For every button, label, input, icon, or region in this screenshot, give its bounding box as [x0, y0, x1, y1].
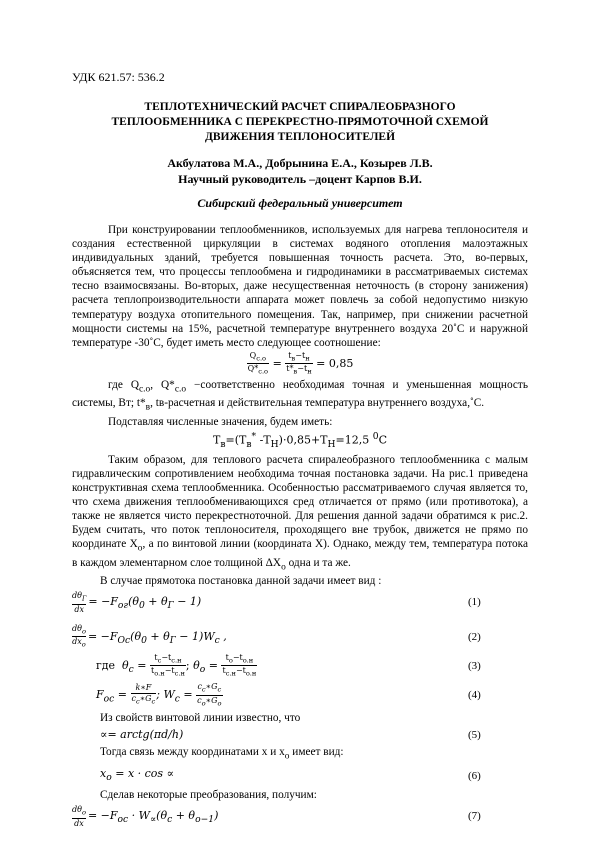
title-line: ТЕПЛОТЕХНИЧЕСКИЙ РАСЧЕТ СПИРАЛЕОБРАЗНОГО — [144, 101, 456, 113]
equation-ratio: $\frac{Q_{c.o}}{Q*_{c.o}}$ = $\frac{t_в-t_н}{t*_в-t_н}$ = 0,85 — [247, 350, 354, 377]
equation-label: (1) — [468, 596, 481, 609]
title-line: ТЕПЛООБМЕННИКА С ПЕРЕКРЕСТНО-ПРЯМОТОЧНОЙ СХЕМОЙ — [111, 116, 489, 128]
equation-label: (5) — [468, 729, 481, 742]
equation-4: $F_{oc}$ = $\frac{k∗F}{c_c∗G_c}$ ; $W_c$ = $\frac{c_c∗G_c}{c_o∗G_o}$ (4) — [72, 682, 528, 708]
paragraph: Сделав некоторые преобразования, получим: — [100, 789, 317, 802]
author-names: Акбулатова М.А., Добрынина Е.А., Козырев Л.В. — [167, 156, 433, 170]
udk-code: УДК 621.57: 536.2 — [72, 70, 165, 84]
equation-5: ∝= arctg(πd/h) (5) — [72, 728, 528, 742]
paragraph: Тогда связь между координатами x и $x_o$ имеет вид: — [100, 746, 344, 762]
title-line: ДВИЖЕНИЯ ТЕПЛОНОСИТЕЛЕЙ — [204, 131, 396, 143]
paper-body — [72, 223, 528, 831]
authors — [72, 155, 528, 187]
paragraph: Из свойств винтовой линии известно, что — [100, 712, 301, 725]
paragraph: Подставляя численные значения, будем иметь: — [108, 415, 333, 428]
university: Сибирский федеральный университет — [197, 196, 403, 210]
equation-label: (6) — [468, 769, 481, 782]
equation-label: (7) — [468, 810, 481, 823]
paragraph: При конструировании теплообменников, используемых для нагрева теплоносителя и создания естественной циркуляции в системах водяного отопления малоэтажных индивидуальных зданий, требуется повышенная точность расчета. Это, во-первых, объясняется тем, что процессы теплообмена и гидродинамики в рассматриваемых системах тесно взаимосвязаны. Во-вторых, даже несущественная неточность (в сторону занижения) расчета теплопроизводительности аппарата может повлечь за собой недопустимо низкую температуру воздуха отопительного помещения. Так, например, при снижении расчетной мощности системы на 15%, расчетной температуре внутреннего воздуха 20˚С и наружной температуре -30˚С, будет иметь место следующее соотношение: — [72, 224, 528, 349]
equation-label: (3) — [468, 659, 481, 672]
paragraph: В случае прямотока постановка данной задачи имеет вид : — [100, 575, 382, 587]
equation-label: (2) — [468, 630, 481, 643]
equation-1: $d\theta_Г$ $dx= -F_{ог}(\theta_0 + \theta_Г - 1)$ (1) — [72, 591, 528, 614]
equation-6: $x_o = x \cdot \cos$ ∝ (6) — [72, 767, 528, 785]
equation-numeric: $Т_в=(Т_в^*$ $-Т_Н)\cdot 0,85+Т_Н=12,5$ $^0$С — [213, 430, 387, 450]
equation-label: (4) — [468, 689, 481, 702]
supervisor: Научный руководитель –доцент Карпов В.И. — [178, 172, 422, 186]
equation-3: где $\theta_c$ = $\frac{t_c-t_{c.н}}{t_{o.н}-t_{c.н}}$ ; $\theta_o$ = $\frac{t_o-t_{o.н}}{t_{c.н}-t_{o.н}}$ (3) — [72, 653, 528, 679]
paragraph: где $Q_{c.o}$, $Q*_{c.o}$ −соответственно необходимая точная и уменьшенная мощность системы, Вт; $t*_в$, tв-расчетная и действительная температура внутреннего воздуха,˚С. — [72, 379, 528, 413]
equation-2: $d\theta_o$ $dx_o= -F_{Oc}(\theta_0 + \theta_Г - 1)W_c$ , (2) — [72, 624, 528, 650]
paper-title — [72, 100, 528, 145]
paragraph: Таким образом, для теплового расчета спиралеобразного теплообменника с малым гидравлическим сопротивлением необходима точная постановка задачи. На рис.1 приведена конструктивная схема теплообменника. Особенностью рассматриваемого случая является то, что схема движения теплообменивающихся сред отличается от прямо (или противотока), а также не является чисто перекрестноточной. Для решения данной задачи обратимся к рис.2. Будем считать, что поток теплоносителя, проходящего вне трубок, движется не прямо по координате $X_o$, а по винтовой линии (координата X). Однако, между тем, температура потока в каждом элементарном слое толщиной $\Delta X_o$ одна и та же. — [72, 453, 528, 572]
equation-7: $d\theta_o$ $dx= -F_{oc} \cdot W_\propto(\theta_c + \theta_{o-1})$ (7) — [72, 805, 528, 828]
